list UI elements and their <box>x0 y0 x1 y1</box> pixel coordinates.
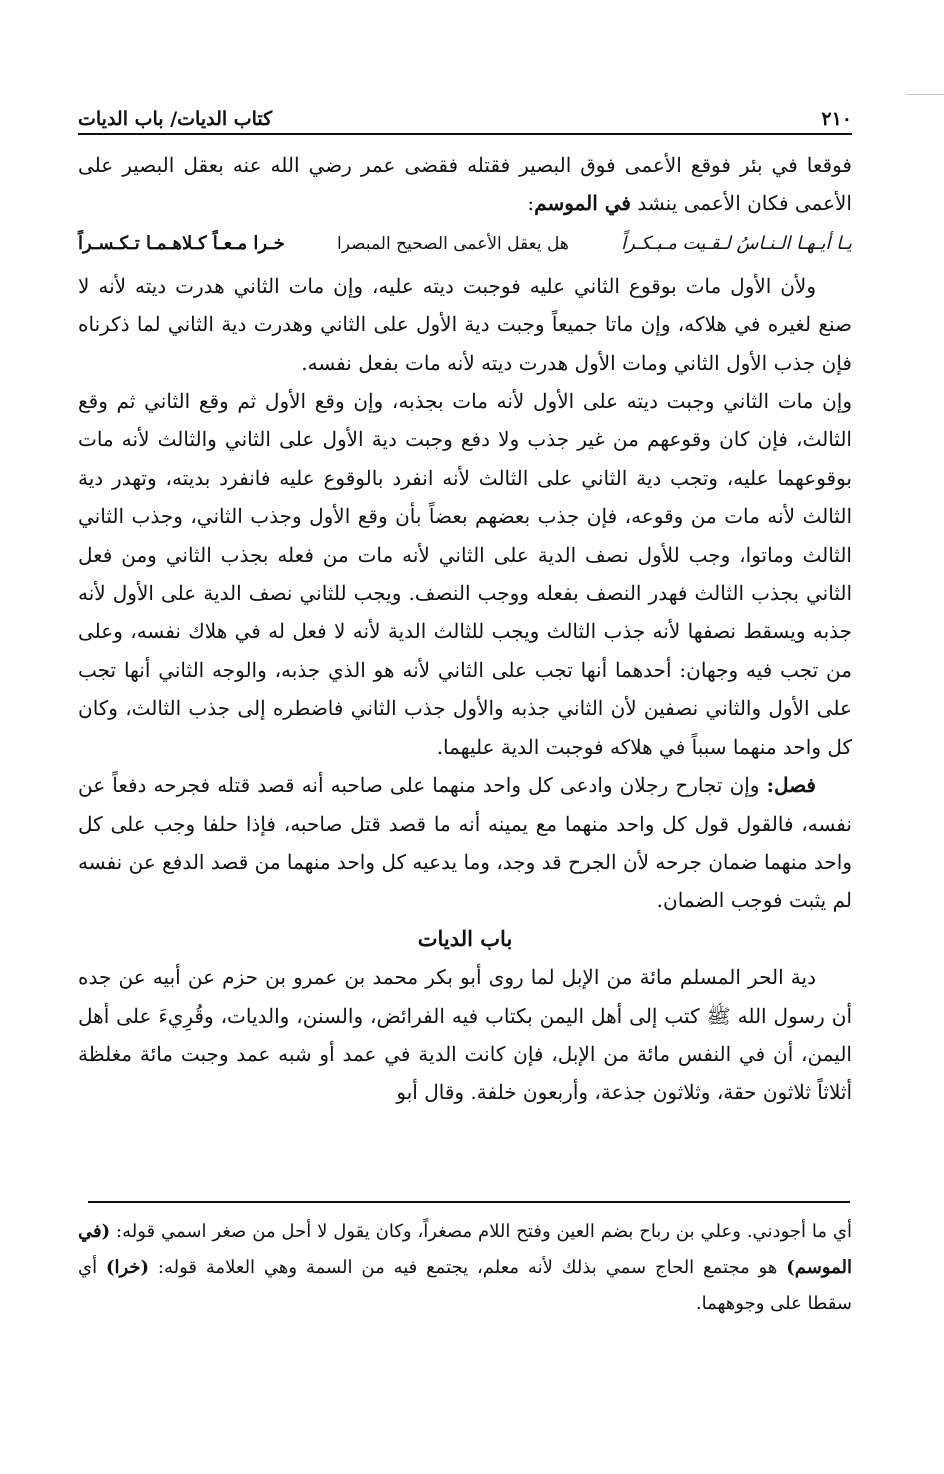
page-header <box>78 100 852 130</box>
paragraph-5: دية الحر المسلم مائة من الإبل لما روى أبو بكر محمد بن عمرو بن حزم عن أبيه عن جده أن رسول الله ﷺ كتب إلى أهل اليمن بكتاب فيه الفرائض، والسنن، والديات، وقُرِيءَ على أهل اليمن، أن في النفس مائة من الإبل، فإن كانت الدية في عمد أو شبه عمد وجبت مائة مغلظة أثلاثاً ثلاثون حقة، وثلاثون جذعة، وأربعون خلفة. وقال أبو <box>78 965 852 1105</box>
paragraph-1: فوقعا في بئر فوقع الأعمى فوق البصير فقتله فقضى عمر رضي الله عنه بعقل البصير على الأعمى فكان الأعمى ينشد في الموسم: <box>78 153 852 216</box>
poem-hemistich-1: يـا أيـهـا الـنـاسُ لـقـيت مـبـكـراً <box>621 232 852 254</box>
footnote-term-mawsim: (في الموسم) <box>78 1221 852 1278</box>
page-number: ٢١٠ <box>821 108 852 130</box>
bold-term-mawsim: في الموسم <box>534 191 631 216</box>
header-rule <box>78 133 852 135</box>
footnote-term-khara: (خرا) <box>105 1257 150 1278</box>
margin-mark <box>906 94 944 95</box>
poem-verse <box>78 221 852 267</box>
section-title: باب الديات <box>417 925 513 951</box>
running-title: كتاب الديات/ باب الديات <box>78 108 273 130</box>
footnote: أي ما أجودني. وعلي بن رباح بضم العين وفتح اللام مصغراً، وكان يقول لا أحل من صغر اسمي قوله: (في الموسم) هو مجتمع الحاج سمي بذلك لأنه معلم، يجتمع فيه من السمة وهي العلامة قوله: (خرا) أي سقطا على وجوههما. <box>78 1221 852 1314</box>
fasl-label: فصل: <box>766 773 816 798</box>
paragraph-3: وإن مات الثاني وجبت ديته على الأول لأنه مات بجذبه، وإن وقع الأول ثم وقع الثاني ثم وقع الثالث، فإن كان وقوعهم من غير جذب ولا دفع وجبت دية الأول على الثاني والثالث لأنه مات بوقوعهما عليه، وتجب دية الثاني على الثالث لأنه انفرد بالوقوع عليه فانفرد بديته، وتهدر دية الثالث لأنه مات من وقوعه، فإن جذب بعضهم بعضاً بأن وقع الأول وجذب الثاني، وجذب الثاني الثالث وماتوا، وجب للأول نصف الدية على الثاني لأنه مات من فعله بجذب الثاني ومن فعل الثاني بجذب الثالث فهدر النصف بفعله ووجب النصف. ويجب للثاني نصف الدية على الأول لأنه جذبه ويسقط نصفها لأنه جذب الثالث ويجب للثالث الدية لأنه لا فعل له في هلاك نفسه، وعلى من تجب فيه وجهان: أحدهما أنها تجب على الثاني لأنه هو الذي جذبه، والوجه الثاني أنها تجب على الأول والثاني نصفين لأن الثاني جذبه والأول جذب الثاني فاضطره إلى جذب الثالث، وكان كل واحد منهما سبباً في هلاكه فوجبت الدية عليهما. <box>78 389 852 759</box>
footnote-rule <box>88 1201 850 1203</box>
poem-hemistich-2: هل يعقل الأعمى الصحيح المبصرا <box>336 233 569 254</box>
paragraph-4: فصل: وإن تجارح رجلان وادعى كل واحد منهما على صاحبه أنه قصد قتله فجرحه دفعاً عن نفسه، فالقول قول كل واحد منهما مع يمينه أنه ما قصد قتل صاحبه، فإذا حلفا وجب على كل واحد منهما ضمان جرحه لأن الجرح قد وجد، وما يدعيه كل واحد منهما من قصد الدفع عن نفسه لم يثبت فوجب الضمان. <box>78 773 852 913</box>
main-text <box>78 146 852 1112</box>
paragraph-2: ولأن الأول مات بوقوع الثاني عليه فوجبت ديته عليه، وإن مات الثاني هدرت ديته لأنه لا صنع لغيره في هلاكه، وإن ماتا جميعاً وجبت دية الأول على الثاني وهدرت دية الثاني لما ذكرناه فإن جذب الأول الثاني ومات الأول هدرت ديته لأنه مات بفعل نفسه. <box>78 273 852 375</box>
poem-hemistich-3: خـرا مـعـاً كـلاهـمـا تـكـسـراً <box>78 232 285 254</box>
